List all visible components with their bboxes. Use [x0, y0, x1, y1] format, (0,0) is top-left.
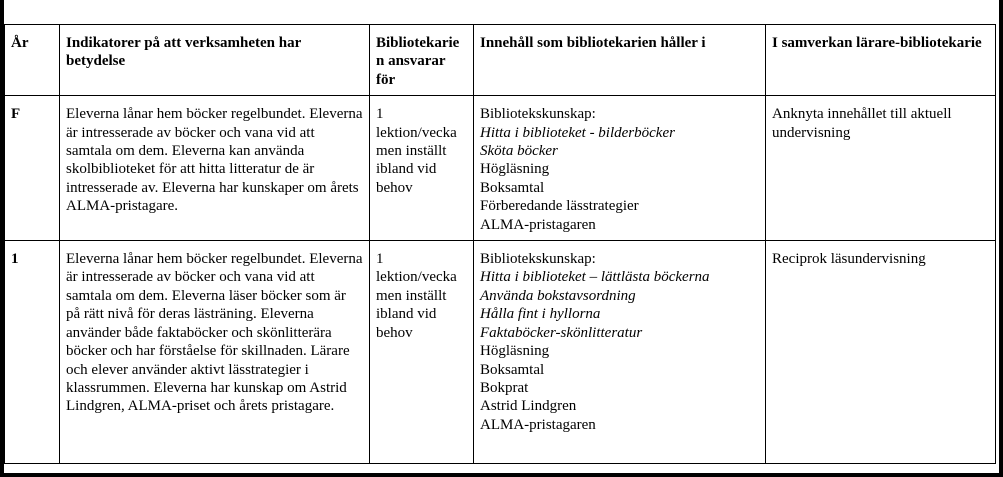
- cell-indicators: Eleverna lånar hem böcker regelbundet. Eleverna är intresserade av böcker och vana vid att samtala om dem. Eleverna läser böcker som är på rätt nivå för deras lästräning. Eleverna använder både faktaböcker och skönlitterära böcker och har förståelse för skillnaden. Lärare och elever använder aktivt lässtrategier i klassrummen. Eleverna har kunskap om Astrid Lindgren, ALMA-priset och årets pristagare.: [60, 241, 370, 464]
- content-item: Högläsning: [480, 161, 550, 178]
- cell-collaboration: Anknyta innehållet till aktuell undervisning: [766, 96, 996, 241]
- table-row: [5, 241, 996, 464]
- content-item: Förberedande lässtrategier: [480, 198, 639, 215]
- cell-content: [474, 241, 766, 464]
- content-item: Hålla fint i hyllorna: [480, 306, 601, 323]
- cell-responsibility: 1 lektion/vecka men inställt ibland vid behov: [370, 241, 474, 464]
- content-item: Bibliotekskunskap:: [480, 106, 596, 123]
- header-year: År: [5, 25, 60, 96]
- content-item: Sköta böcker: [480, 143, 558, 160]
- content-item: ALMA-pristagaren: [480, 216, 596, 233]
- content-list: [474, 241, 765, 440]
- content-item: Astrid Lindgren: [480, 398, 577, 415]
- content-item: ALMA-pristagaren: [480, 416, 596, 433]
- header-collaboration: I samverkan lärare-bibliotekarie: [766, 25, 996, 96]
- content-item: Faktaböcker-skönlitteratur: [480, 324, 643, 341]
- cell-collaboration: Reciprok läsundervisning: [766, 241, 996, 464]
- content-list: [474, 96, 765, 240]
- content-item: Hitta i biblioteket – lättlästa böckerna: [480, 269, 710, 286]
- cell-indicators: Eleverna lånar hem böcker regelbundet. Eleverna är intresserade av böcker och vana vid att samtala om dem. Eleverna kan använda skolbiblioteket för att hitta litteratur de är intresserade av. Eleverna har kunskaper om årets ALMA-pristagare.: [60, 96, 370, 241]
- content-item: Bibliotekskunskap:: [480, 251, 596, 268]
- header-indicators: Indikatorer på att verksamheten har betydelse: [60, 25, 370, 96]
- table-row: [5, 96, 996, 241]
- content-item: Boksamtal: [480, 361, 545, 378]
- content-item: Bokprat: [480, 379, 529, 396]
- curriculum-table: [4, 24, 996, 464]
- content-item: Hitta i biblioteket - bilderböcker: [480, 124, 675, 141]
- cell-responsibility: 1 lektion/vecka men inställt ibland vid behov: [370, 96, 474, 241]
- cell-year: F: [5, 96, 60, 241]
- header-content: Innehåll som bibliotekarien håller i: [474, 25, 766, 96]
- cell-year: 1: [5, 241, 60, 464]
- content-item: Högläsning: [480, 343, 550, 360]
- table-header-row: [5, 25, 996, 96]
- content-item: Använda bokstavsordning: [480, 287, 636, 304]
- header-responsibility: Bibliotekarie n ansvarar för: [370, 25, 474, 96]
- content-item: Boksamtal: [480, 179, 545, 196]
- cell-content: [474, 96, 766, 241]
